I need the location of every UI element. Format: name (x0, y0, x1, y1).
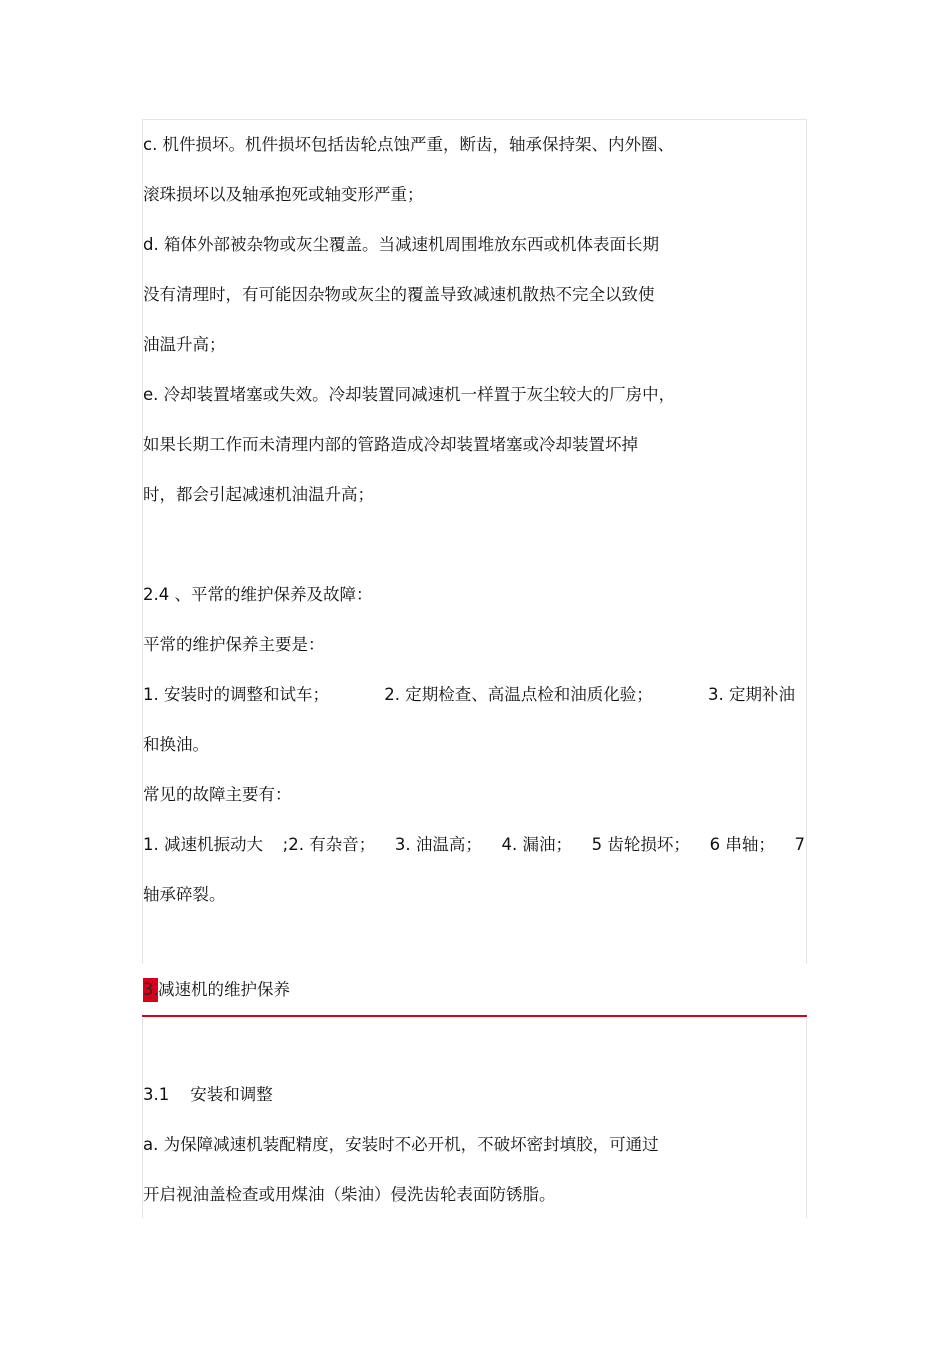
paragraph-line: d. 箱体外部被杂物或灰尘覆盖。当减速机周围堆放东西或机体表面长期 (143, 235, 659, 254)
faults-intro: 常见的故障主要有： (143, 785, 292, 804)
chapter-heading (143, 978, 290, 1002)
maintenance-list (143, 684, 795, 706)
maintenance-cont: 和换油。 (143, 735, 209, 754)
fault-item: 1. 减速机振动大 (143, 835, 263, 854)
maintenance-item: 3. 定期补油 (708, 685, 795, 704)
subsection-title: 3.1 安装和调整 (143, 1085, 273, 1104)
paragraph-line: 时，都会引起减速机油温升高； (143, 485, 374, 504)
fault-item: ;2. 有杂音； (282, 835, 376, 854)
paragraph-line: c. 机件损坏。机件损坏包括齿轮点蚀严重，断齿，轴承保持架、内外圈、 (143, 135, 675, 154)
paragraph-line: 开启视油盖检查或用煤油（柴油）侵洗齿轮表面防锈脂。 (143, 1185, 556, 1204)
chapter-title: 减速机的维护保养 (158, 980, 290, 999)
fault-item: 5 齿轮损坏； (591, 835, 690, 854)
fault-list (143, 834, 805, 856)
maintenance-item: 1. 安装时的调整和试车； (143, 685, 329, 704)
paragraph-line: 油温升高； (143, 335, 226, 354)
section-title: 2.4 、平常的维护保养及故障： (143, 585, 373, 604)
paragraph-line: 滚珠损坏以及轴承抱死或轴变形严重； (143, 185, 424, 204)
paragraph-line: 如果长期工作而未清理内部的管路造成冷却装置堵塞或冷却装置坏掉 (143, 435, 638, 454)
fault-item: 4. 漏油； (501, 835, 573, 854)
heading-rule (142, 1015, 807, 1017)
paragraph-line: e. 冷却装置堵塞或失效。冷却装置同减速机一样置于灰尘较大的厂房中， (143, 385, 676, 404)
fault-item: 7 (794, 835, 805, 854)
paragraph-line: 没有清理时，有可能因杂物或灰尘的覆盖导致减速机散热不完全以致使 (143, 285, 655, 304)
paragraph-line: a. 为保障减速机装配精度，安装时不必开机，不破坏密封填胶，可通过 (143, 1135, 659, 1154)
fault-cont: 轴承碎裂。 (143, 885, 226, 904)
fault-item: 6 串轴； (709, 835, 775, 854)
maintenance-intro: 平常的维护保养主要是： (143, 635, 325, 654)
chapter-number: 3. (143, 978, 158, 1002)
fault-item: 3. 油温高； (394, 835, 482, 854)
maintenance-item: 2. 定期检查、高温点检和油质化验； (384, 685, 653, 704)
